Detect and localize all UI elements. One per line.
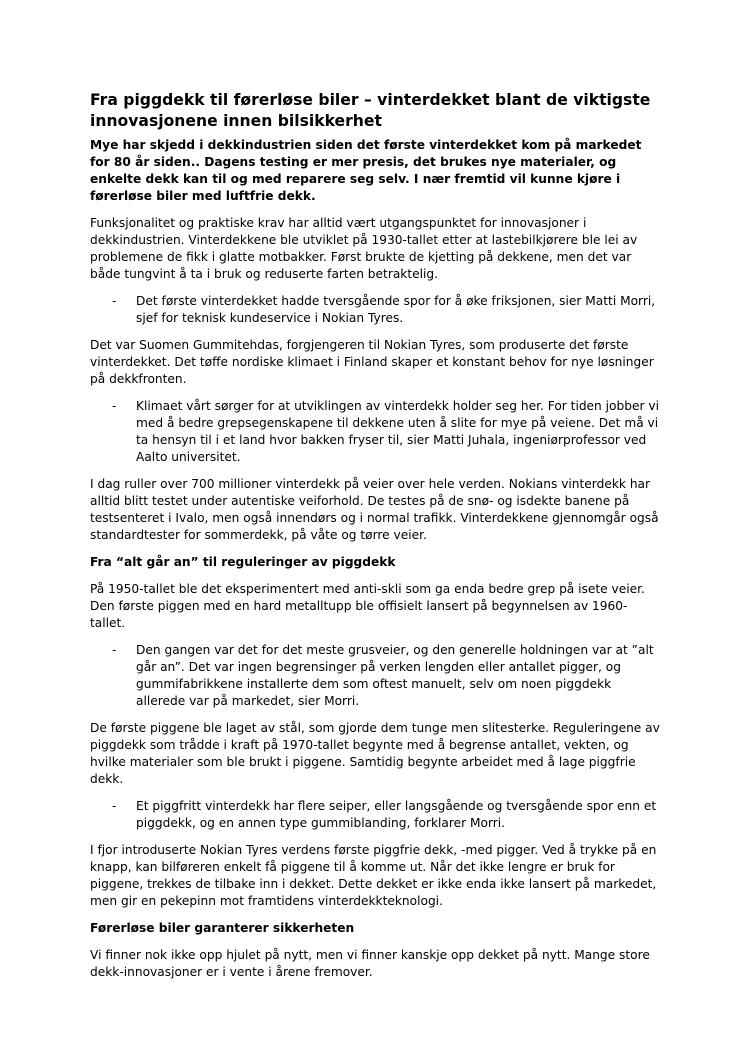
subheading-1: Fra “alt går an” til reguleringer av piggdekk bbox=[90, 555, 396, 569]
subheading-2: Førerløse biler garanterer sikkerheten bbox=[90, 921, 355, 935]
paragraph-4: På 1950-tallet ble det eksperimentert med anti-skli som ga enda bedre grep på isete veier. Den første piggen med en hard metalltupp ble offisielt lansert på begynnelsen av 1960-tallet. bbox=[90, 582, 645, 630]
paragraph-6: I fjor introduserte Nokian Tyres verdens første piggfrie dekk, -med pigger. Ved å trykke på en knapp, kan bilføreren enkelt få piggene til å komme ut. Når det ikke lengre er bruk for piggene, trekkes de tilbake inn i dekket. Dette dekket er ikke enda ikke lansert på markedet, men gir en pekepinn mot framtidens vinterdekkteknologi. bbox=[90, 843, 657, 908]
paragraph-3: I dag ruller over 700 millioner vinterdekk på veier over hele verden. Nokians vinterdekk har alltid blitt testet under autentiske veiforhold. De testes på de snø- og isdekte banene på testsenteret i Ivalo, men også innendørs og i normal trafikk. Vinterdekkene gjennomgår også standardtester for sommerdekk, på våte og tørre veier. bbox=[90, 477, 659, 542]
quote-1-text: Det første vinterdekket hadde tversgående spor for å øke friksjonen, sier Matti Morri, sjef for teknisk kundeservice i Nokian Tyres. bbox=[136, 294, 656, 325]
paragraph-7: Vi finner nok ikke opp hjulet på nytt, men vi finner kanskje opp dekket på nytt. Mange store dekk-innovasjoner er i vente i årene fremover. bbox=[90, 948, 650, 979]
quote-1 bbox=[90, 293, 662, 327]
dash-marker: - bbox=[112, 643, 117, 657]
dash-marker: - bbox=[112, 294, 117, 308]
quote-4 bbox=[90, 798, 662, 832]
quote-3-text: Den gangen var det for det meste grusveier, og den generelle holdningen var at ”alt går an”. Det var ingen begrensinger på verken lengden eller antallet pigger, og gummifabrikkene installerte dem som oftest manuelt, selv om noen piggdekk allerede var på markedet, sier Morri. bbox=[136, 643, 654, 708]
paragraph-2: Det var Suomen Gummitehdas, forgjengeren til Nokian Tyres, som produserte det første vinterdekket. Det tøffe nordiske klimaet i Finland skaper et konstant behov for nye løsninger på dekkfronten. bbox=[90, 338, 654, 386]
article-lead: Mye har skjedd i dekkindustrien siden det første vinterdekket kom på markedet for 80 år siden.. Dagens testing er mer presis, det brukes nye materialer, og enkelte dekk kan til og med reparere seg selv. I nær fremtid vil kunne kjøre i førerløse biler med luftfrie dekk. bbox=[90, 138, 642, 203]
dash-marker: - bbox=[112, 799, 117, 813]
article-title: Fra piggdekk til førerløse biler – vinterdekket blant de viktigste innovasjonene innen bilsikkerhet bbox=[90, 91, 651, 130]
article-body bbox=[90, 90, 662, 991]
quote-2 bbox=[90, 398, 662, 466]
paragraph-5: De første piggene ble laget av stål, som gjorde dem tunge men slitesterke. Reguleringene av piggdekk som trådde i kraft på 1970-tallet begynte med å begrense antallet, vekten, og hvilke materialer som ble brukt i piggene. Samtidig begynte arbeidet med å lage piggfrie dekk. bbox=[90, 721, 660, 786]
dash-marker: - bbox=[112, 399, 117, 413]
quote-3 bbox=[90, 642, 662, 710]
paragraph-1: Funksjonalitet og praktiske krav har alltid vært utgangspunktet for innovasjoner i dekkindustrien. Vinterdekkene ble utviklet på 1930-tallet etter at lastebilkjørere ble lei av problemene de fikk i glatte motbakker. Først brukte de kjetting på dekkene, men det var både tungvint å ta i bruk og reduserte farten betraktelig. bbox=[90, 216, 638, 281]
quote-4-text: Et piggfritt vinterdekk har flere seiper, eller langsgående og tversgående spor enn et piggdekk, og en annen type gummiblanding, forklarer Morri. bbox=[136, 799, 657, 830]
quote-2-text: Klimaet vårt sørger for at utviklingen av vinterdekk holder seg her. For tiden jobber vi med å bedre grepsegenskapene til dekkene uten å slite for mye på veiene. Det må vi ta hensyn til i et land hvor bakken fryser til, sier Matti Juhala, ingeniørprofessor ved Aalto universitet. bbox=[136, 399, 659, 464]
